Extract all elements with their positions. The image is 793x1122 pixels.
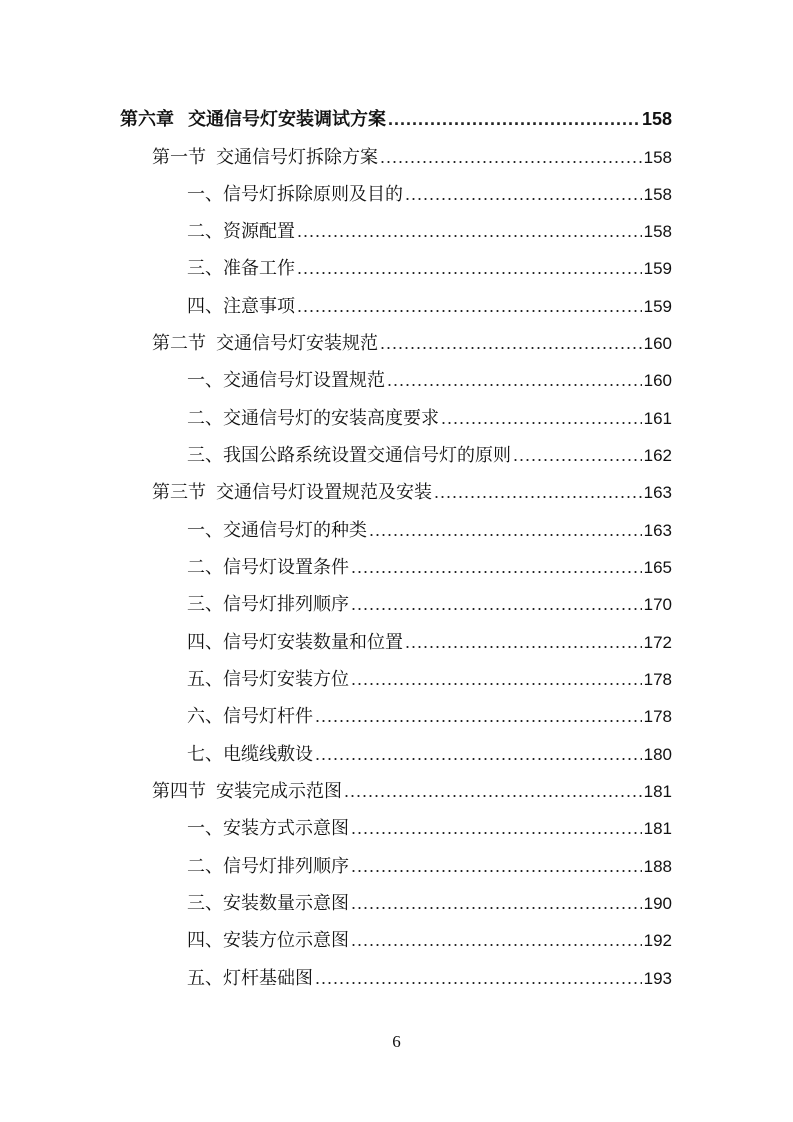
toc-page-number: 165 [643, 558, 672, 577]
toc-item-label: 二、 [187, 856, 223, 877]
toc-item-title: 安装方位示意图 [223, 930, 349, 951]
toc-section-label: 第三节 [152, 482, 206, 503]
toc-item-label: 五、 [187, 968, 223, 989]
toc-page-number: 161 [643, 409, 672, 428]
toc-item-entry[interactable] [187, 405, 672, 431]
toc-page-number: 159 [643, 297, 672, 316]
toc-item-label: 三、 [187, 594, 223, 615]
toc-page-number: 159 [643, 259, 672, 278]
toc-page-number: 181 [643, 819, 672, 838]
toc-chapter-entry[interactable] [120, 106, 672, 132]
toc-item-label: 一、 [187, 520, 223, 541]
toc-item-title: 信号灯拆除原则及目的 [223, 184, 403, 205]
toc-item-entry[interactable] [187, 853, 672, 879]
toc-page-number: 163 [643, 483, 672, 502]
toc-item-entry[interactable] [187, 293, 672, 319]
toc-item-entry[interactable] [187, 815, 672, 841]
toc-page-number: 160 [643, 334, 672, 353]
toc-leader-dots [297, 218, 642, 244]
toc-item-title: 交通信号灯设置规范 [223, 370, 385, 391]
toc-page-number: 192 [643, 931, 672, 950]
toc-item-entry[interactable] [187, 927, 672, 953]
toc-item-label: 四、 [187, 296, 223, 317]
toc-item-title: 信号灯安装方位 [223, 669, 349, 690]
toc-item-label: 四、 [187, 930, 223, 951]
toc-item-title: 灯杆基础图 [223, 968, 313, 989]
toc-item-title: 信号灯杆件 [223, 706, 313, 727]
toc-item-label: 二、 [187, 408, 223, 429]
toc-page-number: 188 [643, 857, 672, 876]
toc-item-label: 一、 [187, 818, 223, 839]
page-footer-number: 6 [392, 1032, 401, 1051]
toc-leader-dots [351, 815, 642, 841]
toc-item-entry[interactable] [187, 629, 672, 655]
toc-leader-dots [351, 853, 642, 879]
toc-item-label: 二、 [187, 221, 223, 242]
toc-section-title: 交通信号灯安装规范 [216, 333, 378, 354]
toc-section-entry[interactable] [152, 778, 672, 804]
toc-item-label: 三、 [187, 445, 223, 466]
toc-item-entry[interactable] [187, 181, 672, 207]
toc-page-number: 172 [643, 633, 672, 652]
toc-item-entry[interactable] [187, 666, 672, 692]
toc-item-label: 三、 [187, 258, 223, 279]
toc-leader-dots [380, 330, 642, 356]
toc-page-number: 178 [643, 707, 672, 726]
toc-section-title: 交通信号灯拆除方案 [216, 147, 378, 168]
toc-item-title: 信号灯设置条件 [223, 557, 349, 578]
toc-item-title: 信号灯安装数量和位置 [223, 632, 403, 653]
toc-item-entry[interactable] [187, 255, 672, 281]
toc-leader-dots [388, 106, 640, 132]
toc-item-title: 我国公路系统设置交通信号灯的原则 [223, 445, 511, 466]
toc-leader-dots [351, 591, 642, 617]
toc-item-entry[interactable] [187, 554, 672, 580]
toc-leader-dots [315, 703, 642, 729]
toc-leader-dots [380, 144, 642, 170]
toc-item-entry[interactable] [187, 367, 672, 393]
toc-page-number: 190 [643, 894, 672, 913]
toc-leader-dots [344, 778, 642, 804]
toc-chapter-title: 交通信号灯安装调试方案 [188, 109, 386, 130]
toc-item-entry[interactable] [187, 741, 672, 767]
toc-page-number: 158 [643, 185, 672, 204]
toc-page-number: 158 [643, 148, 672, 167]
toc-page-number: 170 [643, 595, 672, 614]
toc-item-title: 交通信号灯的种类 [223, 520, 367, 541]
toc-leader-dots [387, 367, 642, 393]
toc-section-label: 第四节 [152, 781, 206, 802]
toc-section-title: 交通信号灯设置规范及安装 [216, 482, 432, 503]
toc-leader-dots [369, 517, 642, 543]
toc-item-title: 信号灯排列顺序 [223, 594, 349, 615]
toc-leader-dots [351, 666, 642, 692]
toc-leader-dots [297, 293, 642, 319]
toc-item-title: 安装数量示意图 [223, 893, 349, 914]
toc-page-number: 158 [641, 109, 672, 129]
toc-item-label: 三、 [187, 893, 223, 914]
toc-item-title: 交通信号灯的安装高度要求 [223, 408, 439, 429]
toc-leader-dots [315, 741, 642, 767]
toc-item-label: 五、 [187, 669, 223, 690]
toc-page-number: 180 [643, 745, 672, 764]
toc-item-title: 准备工作 [223, 258, 295, 279]
toc-item-entry[interactable] [187, 703, 672, 729]
toc-chapter-label: 第六章 [120, 109, 174, 130]
toc-item-title: 安装方式示意图 [223, 818, 349, 839]
toc-page-number: 162 [643, 446, 672, 465]
toc-leader-dots [351, 554, 642, 580]
toc-leader-dots [351, 927, 642, 953]
toc-page-number: 158 [643, 222, 672, 241]
toc-item-entry[interactable] [187, 591, 672, 617]
toc-item-label: 七、 [187, 744, 223, 765]
toc-leader-dots [297, 255, 642, 281]
toc-item-entry[interactable] [187, 890, 672, 916]
toc-page-number: 193 [643, 969, 672, 988]
toc-item-entry[interactable] [187, 442, 672, 468]
toc-item-entry[interactable] [187, 218, 672, 244]
toc-section-label: 第一节 [152, 147, 206, 168]
toc-leader-dots [405, 181, 642, 207]
toc-page-number: 178 [643, 670, 672, 689]
toc-item-label: 六、 [187, 706, 223, 727]
toc-section-title: 安装完成示范图 [216, 781, 342, 802]
toc-item-label: 一、 [187, 370, 223, 391]
toc-page-number: 181 [643, 782, 672, 801]
toc-item-title: 信号灯排列顺序 [223, 856, 349, 877]
toc-leader-dots [441, 405, 642, 431]
toc-item-title: 资源配置 [223, 221, 295, 242]
toc-item-label: 一、 [187, 184, 223, 205]
toc-leader-dots [513, 442, 642, 468]
toc-leader-dots [315, 965, 642, 991]
toc-page-number: 163 [643, 521, 672, 540]
toc-section-entry[interactable] [152, 479, 672, 505]
toc-item-entry[interactable] [187, 965, 672, 991]
toc-item-title: 电缆线敷设 [223, 744, 313, 765]
toc-item-title: 注意事项 [223, 296, 295, 317]
toc-section-entry[interactable] [152, 330, 672, 356]
toc-section-entry[interactable] [152, 144, 672, 170]
toc-section-label: 第二节 [152, 333, 206, 354]
toc-page-number: 160 [643, 371, 672, 390]
toc-leader-dots [351, 890, 642, 916]
toc-item-label: 四、 [187, 632, 223, 653]
toc-item-label: 二、 [187, 557, 223, 578]
toc-leader-dots [405, 629, 642, 655]
toc-leader-dots [434, 479, 642, 505]
toc-item-entry[interactable] [187, 517, 672, 543]
